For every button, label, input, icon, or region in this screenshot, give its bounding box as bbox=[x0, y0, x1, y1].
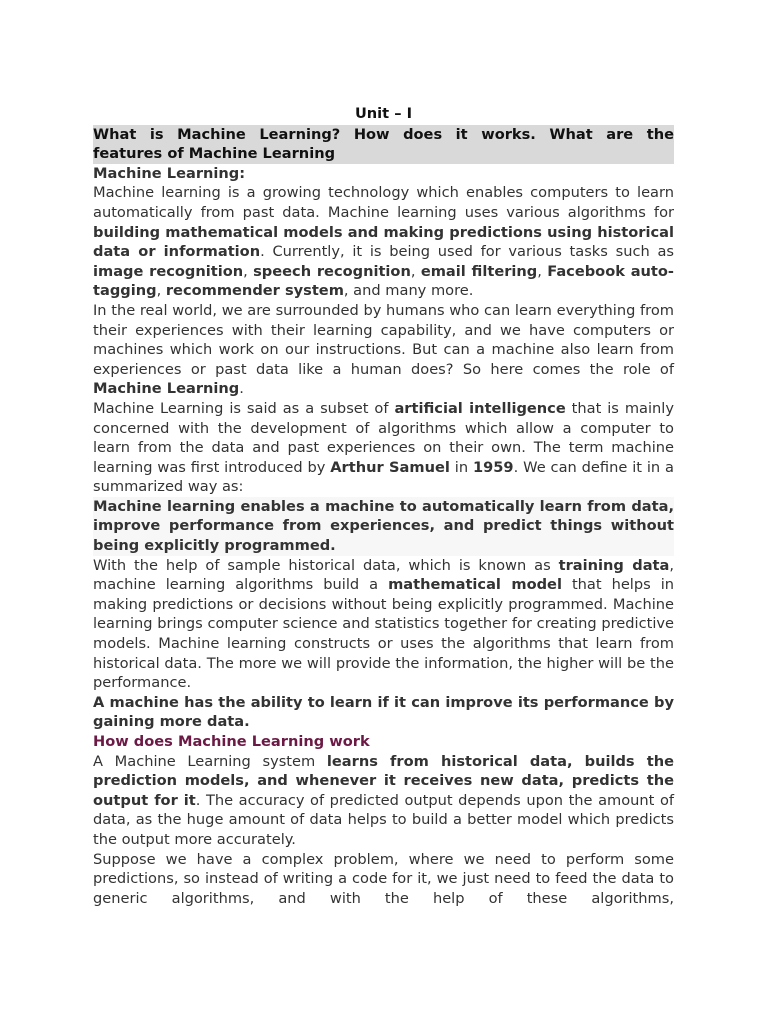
paragraph-intro bbox=[93, 183, 674, 301]
paragraph-training-data bbox=[93, 556, 674, 693]
bold-run: image recognition bbox=[93, 262, 244, 280]
bold-run: 1959 bbox=[472, 458, 514, 476]
bold-run: training data bbox=[558, 556, 670, 574]
statement-text: A machine has the ability to learn if it can improve its performance by gaining more data. bbox=[93, 693, 674, 731]
text-run: With the help of sample historical data, which is known as bbox=[93, 556, 559, 574]
paragraph-ml-system bbox=[93, 752, 674, 850]
text-run: , bbox=[537, 262, 548, 280]
bold-run: building mathematical models and making predictions using historical data or information bbox=[93, 223, 674, 261]
text-run: . Currently, it is being used for various tasks such as bbox=[260, 243, 674, 261]
paragraph-complex-problem: Suppose we have a complex problem, where we need to perform some predictions, so instead of writing a code for it, we just need to feed the data to generic algorithms, and with the help of these algorithms, bbox=[93, 850, 674, 907]
text-run: In the real world, we are surrounded by humans who can learn everything from their experiences with their learning capability, and we have computers or machines which work on our instructions. But can a machine also learn from experiences or past data like a human does? So here comes the role of bbox=[93, 301, 674, 378]
question-heading-line2: features of Machine Learning bbox=[93, 145, 336, 163]
text-run: Machine Learning is said as a subset of bbox=[93, 399, 395, 417]
unit-title: Unit – I bbox=[354, 105, 413, 122]
definition-paragraph bbox=[93, 497, 674, 556]
question-heading bbox=[93, 125, 674, 164]
section-subheading: Machine Learning: bbox=[93, 164, 246, 182]
text-run: in bbox=[449, 458, 473, 476]
text-run: . We can define it in a summarized way as: bbox=[93, 458, 674, 496]
text-run: that is mainly concerned with the development of algorithms which allow a computer to learn from the data and past experiences on their own. The term machine learning was first introduced by bbox=[93, 399, 674, 476]
bold-run: recommender system bbox=[165, 282, 344, 300]
text-run: . bbox=[239, 380, 244, 398]
text-run: . The accuracy of predicted output depends upon the amount of data, as the huge amount of data helps to build a better model which predicts the output more accurately. bbox=[93, 791, 675, 848]
text-run: Machine learning is a growing technology which enables computers to learn automatically from past data. Machine learning uses various algorithms for bbox=[93, 184, 674, 221]
document-content bbox=[93, 104, 674, 908]
paragraph-subset-ai bbox=[93, 399, 674, 497]
text-run: , bbox=[410, 262, 421, 280]
text-run: , and many more. bbox=[343, 282, 474, 300]
text-run: A Machine Learning system bbox=[93, 752, 327, 770]
bold-run: artificial intelligence bbox=[394, 399, 566, 417]
bold-run: learns from historical data, builds the prediction models, and whenever it receives new data, predicts the output for it bbox=[93, 752, 674, 809]
paragraph-real-world bbox=[93, 301, 674, 399]
text-run: , bbox=[156, 282, 166, 300]
bold-run: mathematical model bbox=[388, 576, 562, 594]
text-run: that helps in making predictions or decisions without being explicitly programmed. Machine learning brings computer science and statistics together for creating predictive models. Machine learning constructs or uses the algorithms that learn from historical data. The more we will provide the information, the higher will be the performance. bbox=[93, 576, 675, 692]
question-heading-line1: What is Machine Learning? How does it works. What are the bbox=[93, 125, 674, 143]
text-run: , bbox=[243, 262, 254, 280]
statement-paragraph bbox=[93, 693, 674, 732]
bold-run: email filtering bbox=[420, 262, 538, 280]
bold-run: speech recognition bbox=[253, 262, 411, 280]
text-run: , machine learning algorithms build a bbox=[93, 556, 675, 594]
bold-run: Arthur Samuel bbox=[330, 458, 450, 476]
bold-run: Machine Learning bbox=[93, 380, 240, 398]
bold-run: Facebook auto-tagging bbox=[93, 262, 674, 300]
how-it-works-heading: How does Machine Learning work bbox=[93, 733, 370, 750]
definition-text: Machine learning enables a machine to automatically learn from data, improve performance from experiences, and predict things without being explicitly programmed. bbox=[93, 497, 674, 555]
